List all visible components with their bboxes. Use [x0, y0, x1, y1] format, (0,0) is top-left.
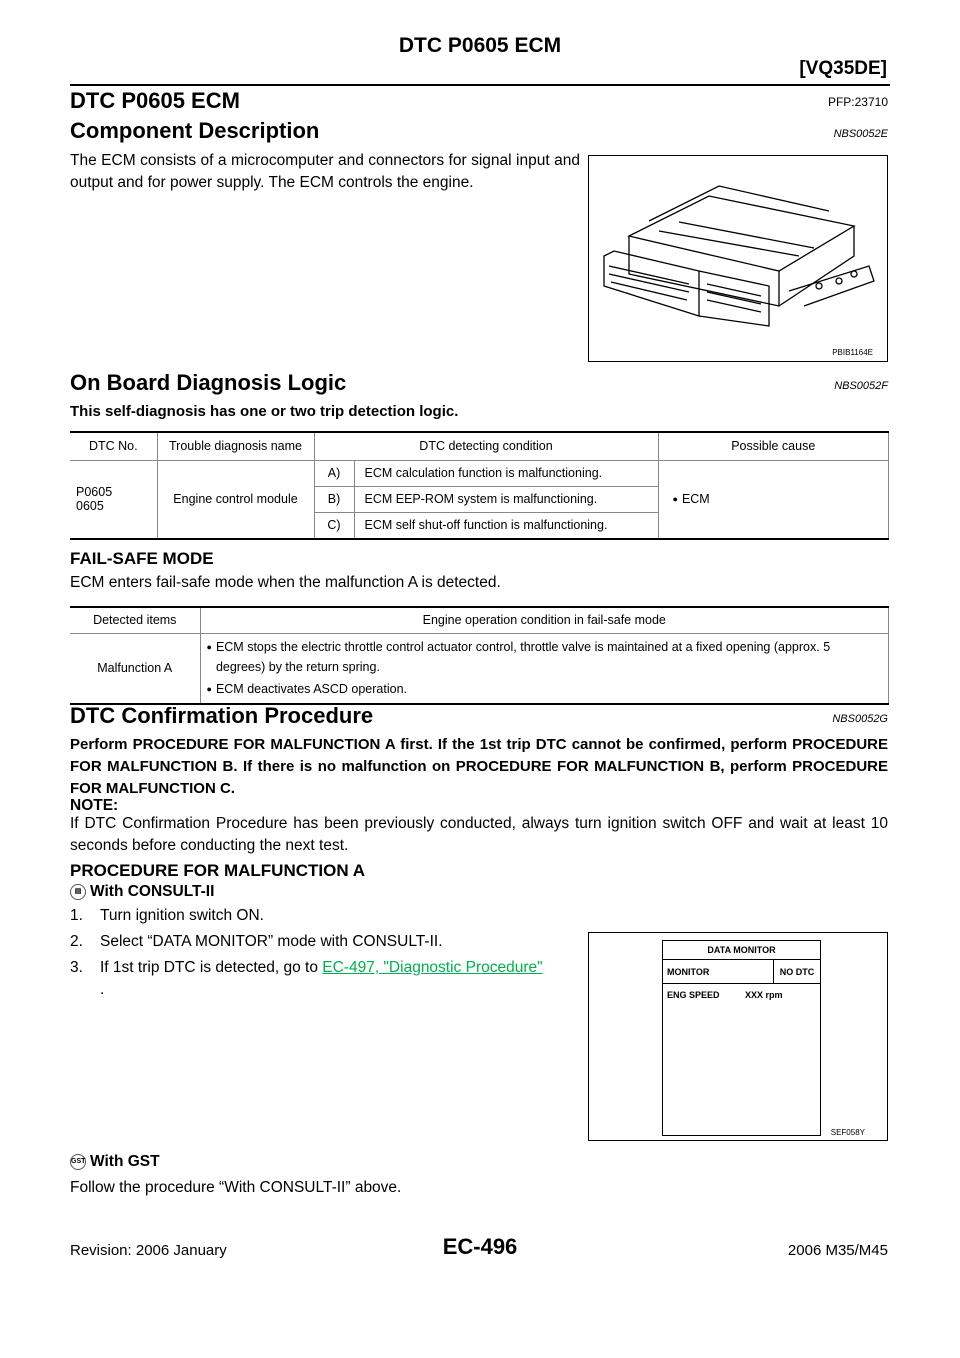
- cond-letter: B): [315, 487, 355, 512]
- gst-label-row: [70, 1151, 160, 1173]
- section-title: DTC P0605 ECM: [70, 88, 240, 113]
- consult-icon: ▤: [70, 884, 86, 900]
- obd-dtc-no: P0605 0605: [70, 460, 157, 539]
- step-3: 3. If 1st trip DTC is detected, go to EC-497, "Diagnostic Procedure" .: [70, 959, 543, 998]
- consult-label: With CONSULT-II: [90, 883, 215, 900]
- monitor-figure-label: SEF058Y: [830, 1128, 865, 1137]
- bullet-icon: [673, 492, 682, 506]
- obd-cause: [658, 460, 889, 539]
- gst-text: Follow the procedure “With CONSULT-II” above.: [70, 1179, 402, 1196]
- cond-text: ECM self shut-off function is malfunctioning.: [364, 518, 608, 532]
- failsafe-text: ECM enters fail-safe mode when the malfunction A is detected.: [70, 574, 501, 591]
- page-number: EC-496: [442, 1234, 518, 1259]
- component-heading: Component Description: [70, 118, 320, 143]
- obd-code: NBS0052F: [834, 380, 888, 392]
- monitor-data-row: ENG SPEED XXX rpm: [667, 990, 783, 1000]
- fs-th-condition: Engine operation condition in fail-safe mode: [200, 607, 889, 633]
- proc-a-heading: PROCEDURE FOR MALFUNCTION A: [70, 861, 365, 880]
- obd-table: [70, 431, 889, 540]
- ecm-illustration: [589, 156, 887, 361]
- footer-revision: Revision: 2006 January: [70, 1242, 227, 1259]
- monitor-title: DATA MONITOR: [663, 941, 820, 960]
- confirm-heading: DTC Confirmation Procedure: [70, 703, 374, 728]
- fs-bullet-2: ● ECM deactivates ASCD operation.: [207, 679, 883, 700]
- component-text: The ECM consists of a microcomputer and connectors for signal input and output and for power supply. The ECM controls the engine.: [70, 152, 580, 191]
- gst-label: With GST: [90, 1153, 160, 1170]
- fs-th-items: Detected items: [70, 607, 200, 633]
- data-monitor-figure: [588, 932, 888, 1141]
- bullet-icon: [207, 637, 216, 677]
- failsafe-heading: FAIL-SAFE MODE: [70, 549, 214, 568]
- fs-bullets: [200, 633, 889, 704]
- monitor-screen: [662, 940, 821, 1136]
- obd-cond-row-a: [314, 460, 658, 486]
- running-header-title: DTC P0605 ECM: [398, 34, 562, 57]
- cond-text: ECM EEP-ROM system is malfunctioning.: [364, 492, 598, 506]
- obd-th-name: Trouble diagnosis name: [157, 432, 314, 460]
- obd-th-cause: Possible cause: [658, 432, 889, 460]
- obd-th-dtc: DTC No.: [70, 432, 157, 460]
- cond-letter: A): [315, 461, 355, 486]
- gst-icon: GST: [70, 1154, 86, 1170]
- fs-item: Malfunction A: [70, 633, 200, 704]
- failsafe-table: [70, 606, 889, 705]
- note-text: If DTC Confirmation Procedure has been previously conducted, always turn ignition switch OFF and wait at least 10 seconds before conducting the next test.: [70, 815, 888, 854]
- confirm-code: NBS0052G: [832, 713, 888, 725]
- obd-heading: On Board Diagnosis Logic: [70, 370, 347, 395]
- monitor-header-row: MONITOR NO DTC: [663, 960, 820, 984]
- ecm-figure-label: PBIB1164E: [832, 348, 873, 357]
- cond-text: ECM calculation function is malfunctioning.: [364, 466, 603, 480]
- step-1: 1. Turn ignition switch ON.: [70, 907, 264, 924]
- footer-model: 2006 M35/M45: [787, 1242, 888, 1259]
- steps-list: [70, 905, 580, 1001]
- running-header-model: [VQ35DE]: [799, 58, 887, 79]
- note-label: NOTE:: [70, 797, 119, 814]
- diagnostic-procedure-link[interactable]: EC-497, "Diagnostic Procedure": [322, 959, 543, 976]
- fs-bullet-1: ● ECM stops the electric throttle control actuator control, throttle valve is maintained at a fixed opening (approx. 5 degrees) by the return spring.: [207, 637, 883, 677]
- obd-intro: This self-diagnosis has one or two trip detection logic.: [70, 403, 459, 420]
- obd-name: Engine control module: [157, 460, 314, 539]
- ecm-figure: [588, 155, 888, 362]
- cond-letter: C): [315, 513, 355, 538]
- obd-cause-text: ECM: [681, 492, 710, 506]
- header-rule: [70, 84, 890, 86]
- obd-th-condition: DTC detecting condition: [314, 432, 658, 460]
- bullet-icon: [207, 679, 216, 700]
- obd-cond-row-b: [314, 486, 658, 512]
- confirm-intro: Perform PROCEDURE FOR MALFUNCTION A first. If the 1st trip DTC cannot be confirmed, perform PROCEDURE FOR MALFUNCTION B. If there is no malfunction on PROCEDURE FOR MALFUNCTION B, perform PROCEDURE FOR MALFUNCTION C.: [70, 736, 888, 797]
- obd-cond-row-c: [314, 512, 658, 539]
- step-2: 2. Select “DATA MONITOR” mode with CONSULT-II.: [70, 933, 443, 950]
- component-code: NBS0052E: [833, 128, 888, 140]
- pfp-code: PFP:23710: [827, 95, 888, 109]
- consult-label-row: [70, 881, 214, 903]
